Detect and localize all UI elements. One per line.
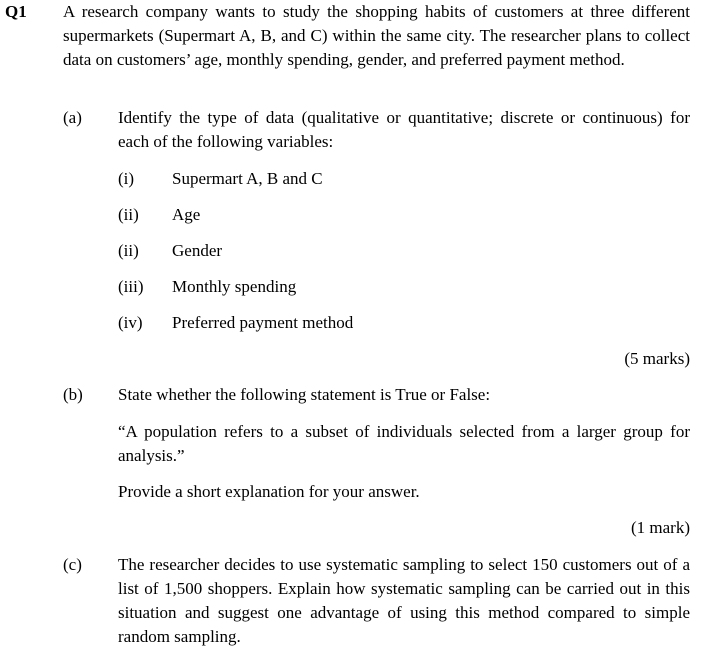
part-a-item-5-text: Preferred payment method — [172, 313, 354, 332]
part-b-quote: “A population refers to a subset of individuals selected from a larger group for analysis.” — [118, 422, 690, 465]
part-c-label: (c) — [63, 555, 82, 574]
question-number: Q1 — [5, 2, 27, 21]
part-b-marks: (1 mark) — [630, 518, 690, 537]
part-c-text: The researcher decides to use systematic sampling to select 150 customers out of a list of 1,500 shoppers. Explain how systematic sampling can be carried out in this situation and suggest one advantage of using this method compared to simple random sampling. — [118, 555, 690, 646]
part-b-label: (b) — [63, 385, 83, 404]
question-intro: A research company wants to study the shopping habits of customers at three different supermarkets (Supermart A, B, and C) within the same city. The researcher plans to collect data on customers’ age, monthly spending, gender, and preferred payment method. — [63, 2, 690, 69]
part-a-marks: (5 marks) — [624, 349, 690, 368]
part-b-text: State whether the following statement is True or False: — [118, 385, 491, 404]
part-a-item-2-text: Age — [172, 205, 201, 224]
part-a-label: (a) — [63, 108, 82, 127]
part-a-text: Identify the type of data (qualitative or quantitative; discrete or continuous) for each of the following variables: — [118, 108, 690, 151]
part-a-item-1-text: Supermart A, B and C — [172, 169, 323, 188]
part-a-item-1-number: (i) — [118, 169, 135, 188]
part-a-item-3-text: Gender — [172, 241, 223, 260]
part-a-item-3-number: (ii) — [118, 241, 139, 260]
part-a-item-2-number: (ii) — [118, 205, 139, 224]
part-a-item-4-number: (iii) — [118, 277, 144, 296]
part-a-item-4-text: Monthly spending — [172, 277, 297, 296]
part-a-item-5-number: (iv) — [118, 313, 143, 332]
part-b-instruction: Provide a short explanation for your answer. — [118, 482, 420, 501]
